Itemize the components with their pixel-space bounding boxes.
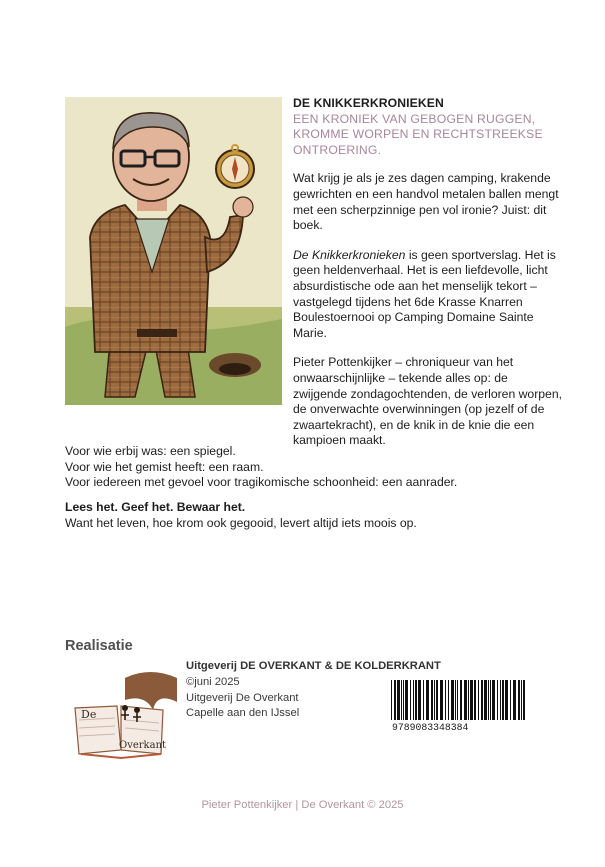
blurb-paragraph-2-text: is geen sportverslag. Het is geen heldenverhaal. Het is een liefdevolle, licht absurdistische ode aan het menselijk tekort – vastgelegd tijdens het 6de Krasse Knarren Boulestoernooi op Camping Domaine Sainte Marie.	[293, 247, 556, 340]
barcode-bar	[403, 680, 404, 720]
logo-text-bottom: Overkant	[119, 740, 167, 751]
barcode-bar	[468, 680, 469, 720]
barcode-bar	[518, 680, 520, 720]
publication-date: ©juni 2025	[186, 675, 240, 688]
barcode-bar	[423, 680, 424, 720]
barcode-bar	[484, 680, 487, 720]
barcode-bar	[426, 680, 429, 720]
illustration-drawing	[65, 97, 282, 405]
barcode-bar	[500, 680, 501, 720]
isbn-number: 9789083348384	[392, 722, 526, 733]
barcode-bar	[478, 680, 479, 720]
audience-line: Voor wie erbij was: een spiegel.	[65, 444, 236, 458]
barcode-bar	[457, 680, 458, 720]
barcode-bar	[470, 680, 473, 720]
audience-line: Voor wie het gemist heeft: een raam.	[65, 459, 264, 474]
barcode-bar	[405, 680, 408, 720]
cover-illustration	[65, 97, 282, 405]
barcode-bar	[436, 680, 438, 720]
barcode-bar	[445, 680, 446, 720]
barcode-bar	[394, 680, 396, 720]
publisher-logo	[65, 668, 180, 760]
barcode-bar	[391, 680, 392, 720]
barcode-bar	[521, 680, 522, 720]
closing-block	[65, 500, 545, 531]
call-to-action: Lees het. Geef het. Bewaar het.	[65, 500, 246, 514]
audience-lines	[65, 444, 545, 491]
barcode-bar	[415, 680, 417, 720]
barcode-bar	[481, 680, 483, 720]
book-subtitle: EEN KRONIEK VAN GEBOGEN RUGGEN, KROMME WORPEN EN RECHTSTREEKSE ONTROERING.	[293, 111, 543, 157]
barcode-bar	[490, 680, 491, 720]
blurb-paragraph-2	[293, 248, 565, 342]
barcode-bar	[401, 680, 402, 720]
logo-text-top: De	[81, 708, 97, 721]
barcode-bar	[413, 680, 414, 720]
barcode-bar	[523, 680, 525, 720]
book-title-italic: De Knikkerkronieken	[293, 247, 406, 262]
barcode-bar	[418, 680, 421, 720]
realisatie-heading: Realisatie	[65, 638, 133, 654]
publisher-line: Uitgeverij DE OVERKANT & DE KOLDERKRANT	[186, 660, 441, 672]
barcode-bar	[397, 680, 400, 720]
barcode-bar	[410, 680, 411, 720]
blurb-column	[293, 96, 565, 463]
closing-line: Want het leven, hoe krom ook gegooid, levert altijd iets moois op.	[65, 515, 417, 530]
blurb-paragraph-3: Pieter Pottenkijker – chroniqueur van het onwaarschijnlijke – tekende alles op: de zwijgende zondagochtenden, de verloren worpen, de onverwachte overwinningen (op jezelf of de zwaartekracht), en de knik in de knie die een kampioen maakt.	[293, 355, 562, 448]
barcode-bar	[502, 680, 504, 720]
barcode-bar	[474, 680, 476, 720]
barcode-bar	[513, 680, 516, 720]
barcode-bar	[431, 680, 433, 720]
barcode-bar	[455, 680, 456, 720]
barcode-bar	[440, 680, 443, 720]
logo-drawing	[65, 668, 180, 760]
audience-line: Voor iedereen met gevoel voor tragikomische schoonheid: een aanrader.	[65, 475, 458, 490]
page-footer: Pieter Pottenkijker | De Overkant © 2025	[201, 799, 404, 811]
barcode-bars	[389, 680, 529, 724]
publisher-name: Uitgeverij De Overkant	[186, 691, 299, 704]
barcode-bar	[497, 680, 498, 720]
barcode-bar	[505, 680, 508, 720]
barcode-bar	[434, 680, 435, 720]
barcode-bar	[510, 680, 511, 720]
book-title: DE KNIKKERKRONIEKEN	[293, 96, 444, 110]
barcode-bar	[448, 680, 449, 720]
barcode-bar	[464, 680, 467, 720]
barcode-bar	[492, 680, 495, 720]
barcode-bar	[488, 680, 489, 720]
publisher-city: Capelle aan den IJssel	[186, 707, 300, 720]
blurb-paragraph-1: Wat krijg je als je zes dagen camping, krakende gewrichten en een handvol metalen ballen mengt met een scherpzinnige pen vol ironie? Juist: dit boek.	[293, 171, 559, 233]
barcode-bar	[451, 680, 454, 720]
barcode-bar	[460, 680, 462, 720]
